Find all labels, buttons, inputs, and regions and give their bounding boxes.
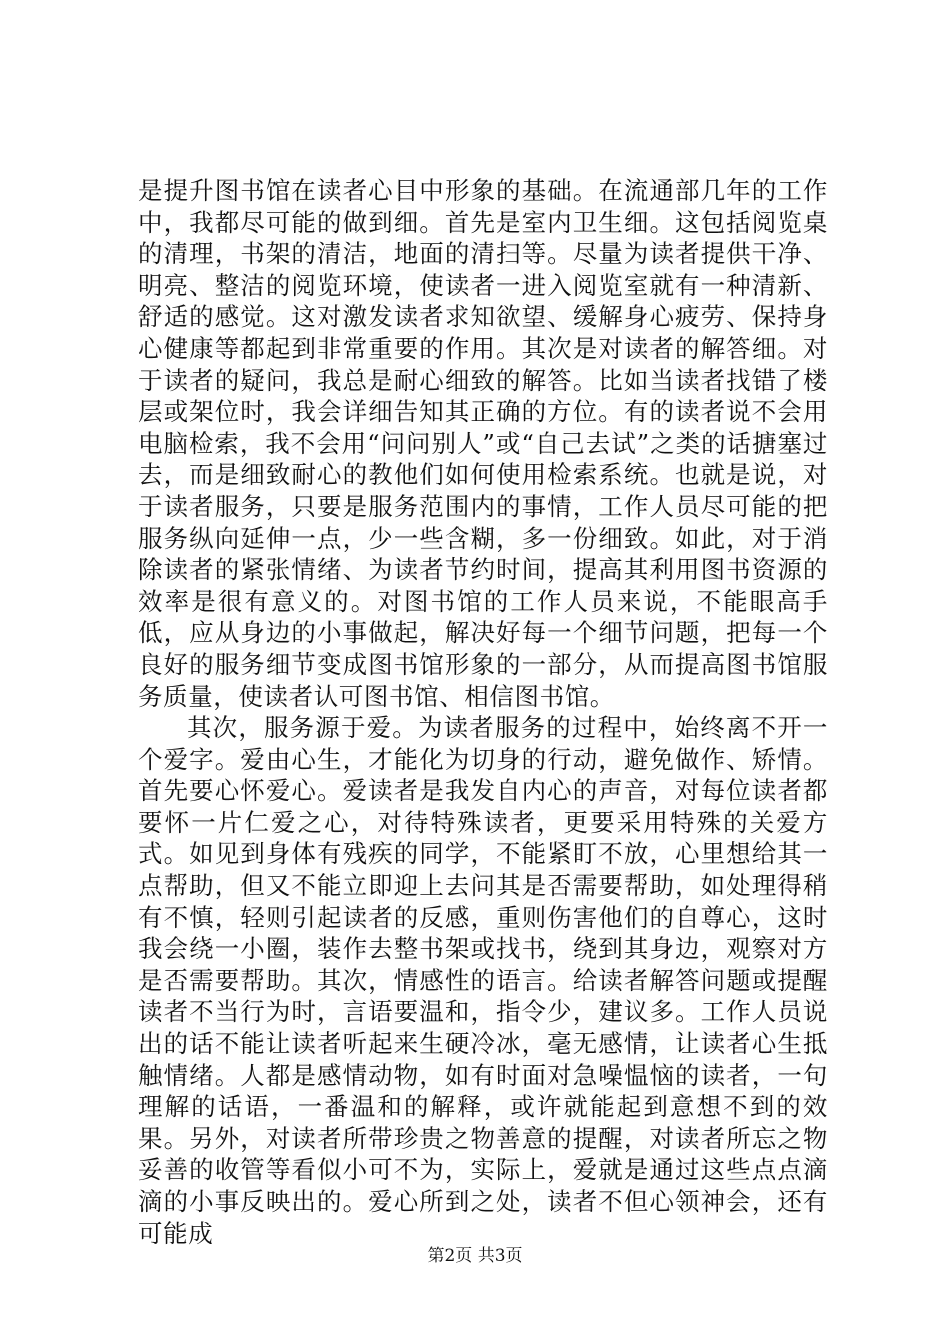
document-body: [138, 175, 828, 1249]
paragraph-service-love: 其次，服务源于爱。为读者服务的过程中，始终离不开一个爱字。爱由心生，才能化为切身的行动，避免做作、矫情。首先要心怀爱心。爱读者是我发自内心的声音，对每位读者都要怀一片仁爱之心，对待特殊读者，更要采用特殊的关爱方式。如见到身体有残疾的同学，不能紧盯不放，心里想给其一点帮助，但又不能立即迎上去问其是否需要帮助，如处理得稍有不慎，轻则引起读者的反感，重则伤害他们的自尊心，这时我会绕一小圈，装作去整书架或找书，绕到其身边，观察对方是否需要帮助。其次，情感性的语言。给读者解答问题或提醒读者不当行为时，言语要温和，指令少，建议多。工作人员说出的话不能让读者听起来生硬冷冰，毫无感情，让读者心生抵触情绪。人都是感情动物，如有时面对急噪愠恼的读者，一句理解的话语，一番温和的解释，或许就能起到意想不到的效果。另外，对读者所带珍贵之物善意的提醒，对读者所忘之物妥善的收管等看似小可不为，实际上，爱就是通过这些点点滴滴的小事反映出的。爱心所到之处，读者不但心领神会，还有可能成: [138, 713, 828, 1248]
page-number-footer: 第2页 共3页: [427, 1246, 523, 1266]
paragraph-continued: 是提升图书馆在读者心目中形象的基础。在流通部几年的工作中，我都尽可能的做到细。首先是室内卫生细。这包括阅览桌的清理，书架的清洁，地面的清扫等。尽量为读者提供干净、明亮、整洁的阅览环境，使读者一进入阅览室就有一种清新、舒适的感觉。这对激发读者求知欲望、缓解身心疲劳、保持身心健康等都起到非常重要的作用。其次是对读者的解答细。对于读者的疑问，我总是耐心细致的解答。比如当读者找错了楼层或架位时，我会详细告知其正确的方位。有的读者说不会用电脑检索，我不会用“问问别人”或“自己去试”之类的话搪塞过去，而是细致耐心的教他们如何使用检索系统。也就是说，对于读者服务，只要是服务范围内的事情，工作人员尽可能的把服务纵向延伸一点，少一些含糊，多一份细致。如此，对于消除读者的紧张情绪、为读者节约时间，提高其利用图书资源的效率是很有意义的。对图书馆的工作人员来说，不能眼高手低，应从身边的小事做起，解决好每一个细节问题，把每一个良好的服务细节变成图书馆形象的一部分，从而提高图书馆服务质量，使读者认可图书馆、相信图书馆。: [138, 176, 828, 711]
